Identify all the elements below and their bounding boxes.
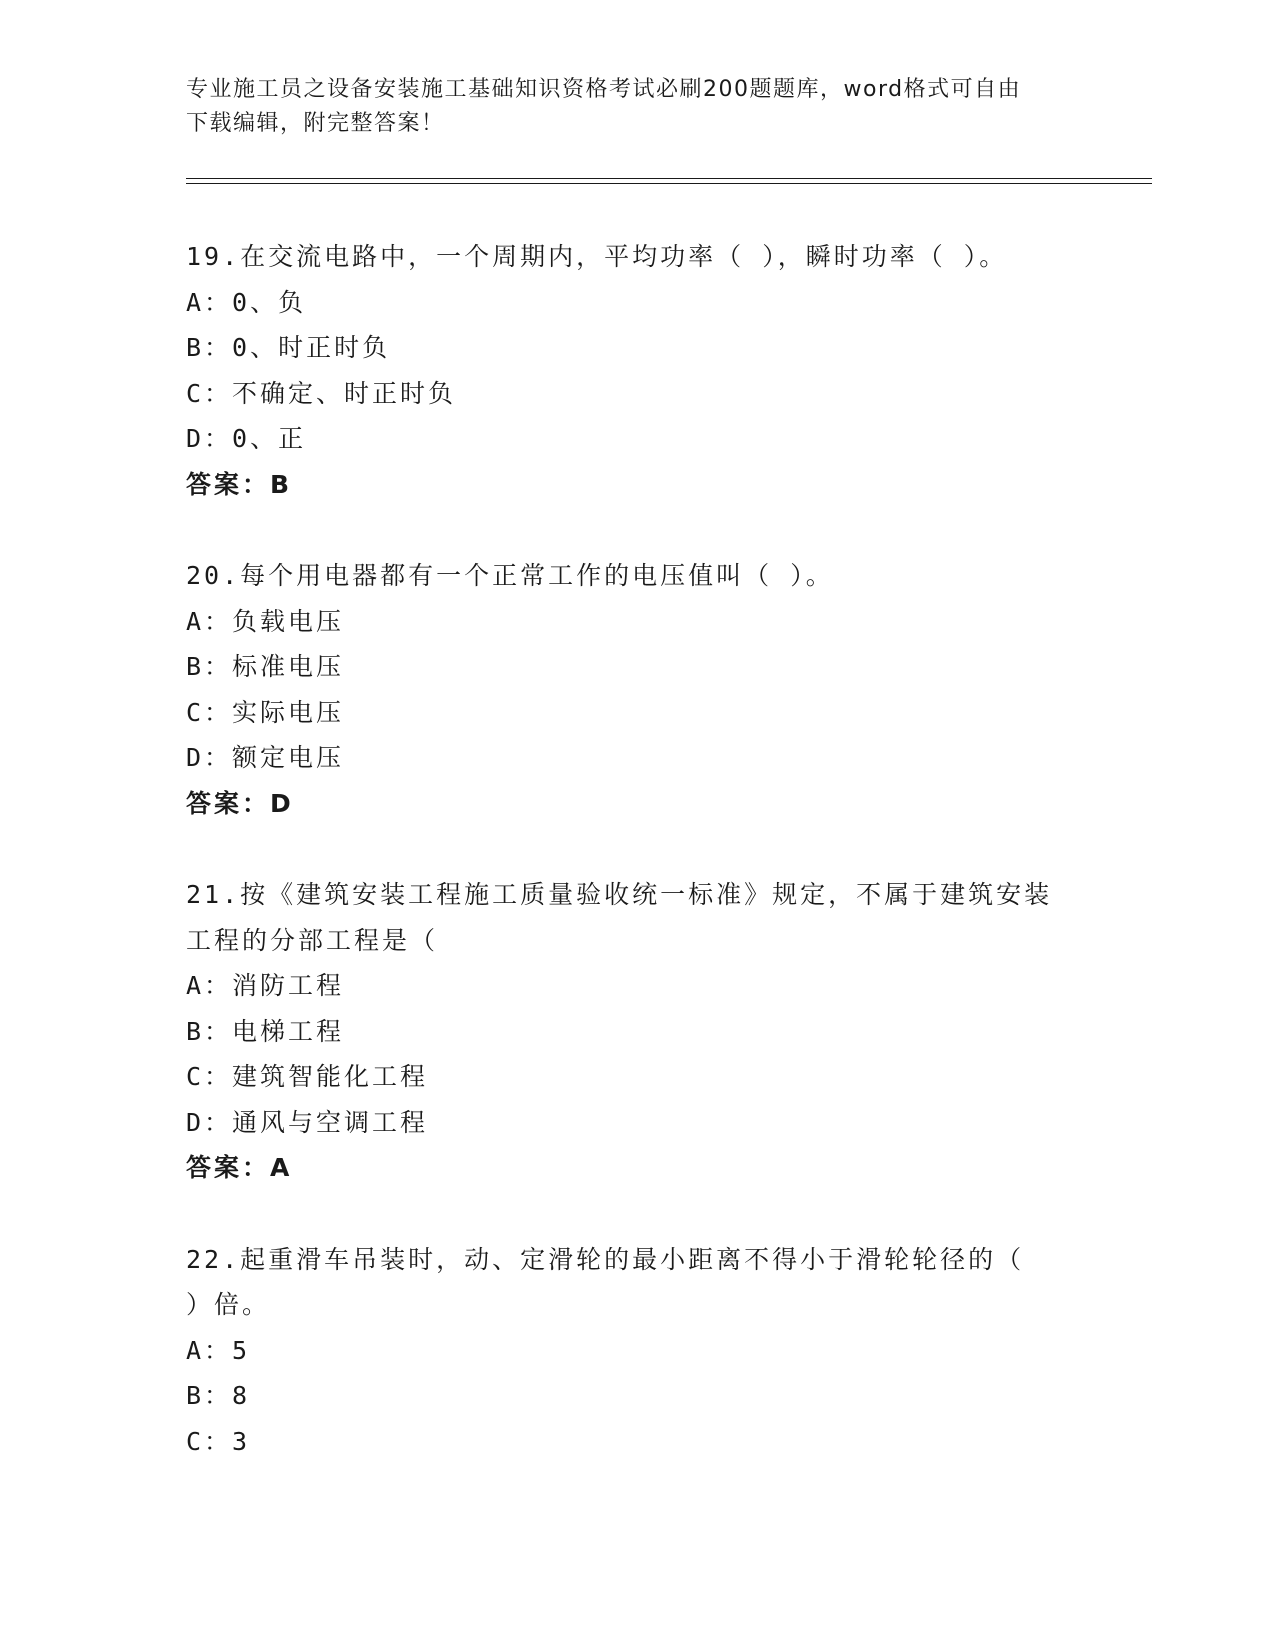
question-22 [186,1237,1086,1465]
header-divider-top [186,178,1152,179]
answer-label: 答案：A [186,1153,293,1182]
header-divider-bottom [186,183,1152,184]
question-21 [186,872,1086,1191]
option-a: A：消防工程 [186,971,345,1000]
question-stem: 20.每个用电器都有一个正常工作的电压值叫（ ）。 [186,561,834,590]
option-a: A：负载电压 [186,606,345,636]
question-stem-continued: 工程的分部工程是（ [186,925,439,955]
header-line-1: 专业施工员之设备安装施工基础知识资格考试必刷200题题库，word格式可自由 [186,77,1022,102]
question-20 [186,553,1086,826]
question-stem: 19.在交流电路中，一个周期内，平均功率（ ），瞬时功率（ ）。 [186,242,1008,271]
option-c: C：建筑智能化工程 [186,1062,429,1091]
option-b: B：标准电压 [186,652,345,681]
question-list [186,234,1086,1510]
option-c: C：实际电压 [186,697,345,727]
question-stem-continued: ）倍。 [186,1290,271,1319]
header-line-2: 下载编辑，附完整答案！ [186,111,445,136]
document-header [186,73,1086,141]
answer-label: 答案：D [186,788,294,818]
option-c: C：不确定、时正时负 [186,378,457,408]
question-stem: 21.按《建筑安装工程施工质量验收统一标准》规定，不属于建筑安装 [186,880,1053,909]
option-a: A：5 [186,1335,251,1365]
option-a: A：0、负 [186,287,307,317]
option-b: B：0、时正时负 [186,333,391,362]
option-b: B：电梯工程 [186,1016,345,1046]
option-d: D：0、正 [186,424,307,453]
question-stem: 22.起重滑车吊装时，动、定滑轮的最小距离不得小于滑轮轮径的（ [186,1244,1025,1274]
option-c: C：3 [186,1426,251,1456]
option-d: D：额定电压 [186,743,345,772]
question-19 [186,234,1086,507]
option-d: D：通风与空调工程 [186,1107,429,1137]
answer-label: 答案：B [186,469,293,499]
option-b: B：8 [186,1381,251,1410]
